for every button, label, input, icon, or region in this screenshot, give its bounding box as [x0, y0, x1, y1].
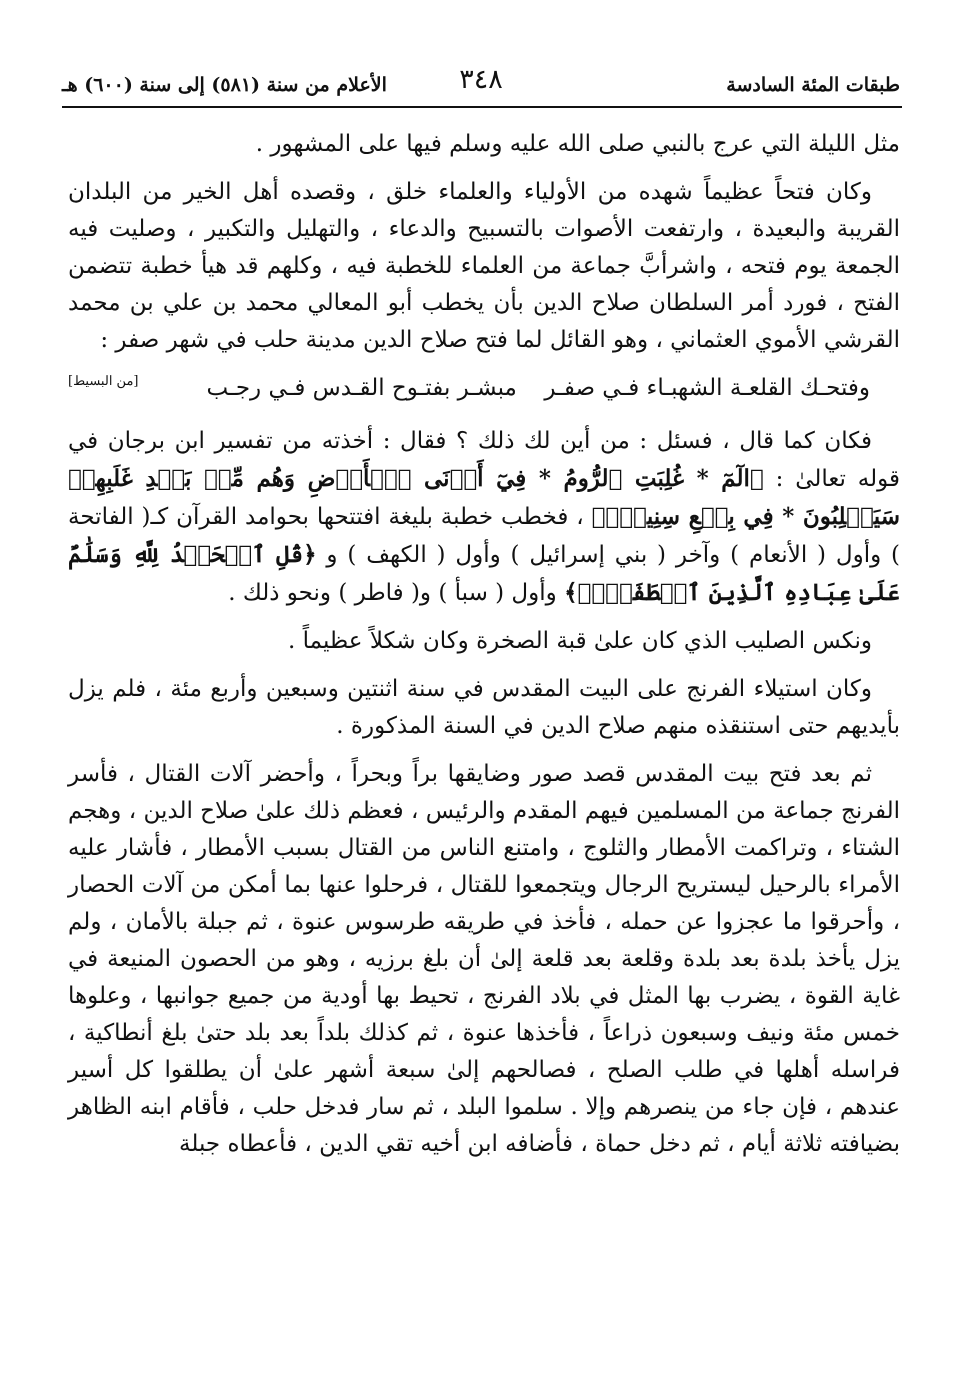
meter-label: [من البسيط] — [68, 374, 139, 389]
paragraph-3-intro: فكان كما قال ، فسئل : من أين لك ذلك ؟ فقال : أخذته من تفسير ابن برجان في قوله تعالىٰ : — [68, 428, 900, 492]
header-rule — [62, 106, 902, 108]
paragraph-1: مثل الليلة التي عرج بالنبي صلى الله عليه وسلم فيها على المشهور . — [255, 131, 900, 157]
verse-first-hemistich: وفتحـك القلعـة الشهبـاء فـي صفـر — [544, 375, 870, 401]
page-number: ٣٤٨ — [459, 64, 503, 95]
running-title: طبقات المئة السادسة — [726, 74, 900, 96]
quran-quote-naml: ﴿قُلِ ٱلۡحَمۡدُ لِلَّهِ وَسَلَٰمٌ عَلَىٰ عِبَادِهِ ٱلَّذِينَ ٱصۡطَفَىٰٓۗ﴾ — [68, 541, 900, 606]
paragraph-5: وكان استيلاء الفرنج على البيت المقدس في سنة اثنتين وسبعين وأربع مئة ، فلم يزل بأيديهم حتى استنقذه منهم صلاح الدين في السنة المذكورة . — [68, 676, 900, 739]
paragraph-2-text: وكان فتحاً عظيماً شهده من الأولياء والعلماء خلق ، وقصده أهل الخير من البلدان القريبة والبعيدة ، وارتفعت الأصوات بالتسبيح والدعاء ، والتهليل والتكبير ، وصليت فيه الجمعة يوم فتحه ، واشرأبَّ جماعة من العلماء للخطبة فيه ، وكلهم قد هيأ خطبة تتضمن الفتح ، فورد أمر السلطان صلاح الدين بأن يخطب أبو المعالي محمد بن علي بن محمد القرشي الأموي العثماني ، وهو القائل لما فتح صلاح الدين مدينة حلب في شهر صفر : — [68, 179, 900, 353]
page-header — [62, 64, 900, 100]
paragraph-3-middle: ، فخطب خطبة بليغة افتتحها بحوامد القرآن كـ( الفاتحة ) وأول ( الأنعام ) وآخر ( بني إسرائيل ) وأول ( الكهف ) و — [68, 504, 901, 568]
quran-quote-rum: ﴿الٓمٓ * غُلِبَتِ ٱلرُّومُ * فِيٓ أَدۡنَى ٱلۡأَرۡضِ وَهُم مِّنۢ بَعۡدِ غَلَبِهِمۡ سَيَغۡلِبُونَ * فِي بِضۡعِ سِنِينَۗ﴾ — [68, 465, 900, 530]
poem-verse — [167, 370, 901, 407]
verse-second-hemistich: مبشـر بفتـوح القـدس فـي رجـب — [206, 375, 517, 401]
paragraph-6: ثم بعد فتح بيت المقدس قصد صور وضايقها براً وبحراً ، وأحضر آلات القتال ، فأسر الفرنج جماعة من المسلمين فيهم المقدم والرئيس ، فعظم ذلك علىٰ صلاح الدين ، وهجم الشتاء ، وتراكمت الأمطار والثلوج ، وامتنع الناس من القتال بسبب الأمطار ، فأشار عليه الأمراء بالرحيل ليستريح الرجال ويتجمعوا للقتال ، فرحلوا عنها بما أمكن من آلات الحصار ، وأحرقوا ما عجزوا عن حمله ، فأخذ في طريقه طرسوس عنوة ، ثم جبلة بالأمان ، ولم يزل يأخذ بلدة بعد بلدة وقلعة بعد قلعة إلىٰ أن بلغ برزيه ، وهو من الحصون المنيعة في غاية القوة ، يضرب بها المثل في بلاد الفرنج ، تحيط بها أودية من جميع جوانبها ، وعلوها خمس مئة ونيف وسبعون ذراعاً ، فأخذها عنوة ، ثم كذلك بلداً بعد بلد حتىٰ بلغ أنطاكية ، فراسله أهلها في طلب الصلح ، فصالحهم إلىٰ سبعة أشهر علىٰ أن يطلقوا كل أسير عندهم ، فإن جاء من ينصرهم وإلا . سلموا البلد ، ثم سار فدخل حلب ، فأقام ابنه الظاهر بضيافته ثلاثة أيام ، ثم دخل حماة ، فأضافه ابن أخيه تقي الدين ، فأعطاه جبلة — [68, 761, 900, 1157]
paragraph-3-end: وأول ( سبأ ) و( فاطر ) ونحو ذلك . — [228, 580, 557, 606]
paragraph-3 — [68, 423, 900, 612]
main-text — [68, 126, 900, 1163]
paragraph-4: ونكس الصليب الذي كان علىٰ قبة الصخرة وكان شكلاً عظيماً . — [288, 628, 872, 654]
running-subtitle: الأعلام من سنة (٥٨١) إلى سنة (٦٠٠) هـ — [62, 74, 387, 96]
